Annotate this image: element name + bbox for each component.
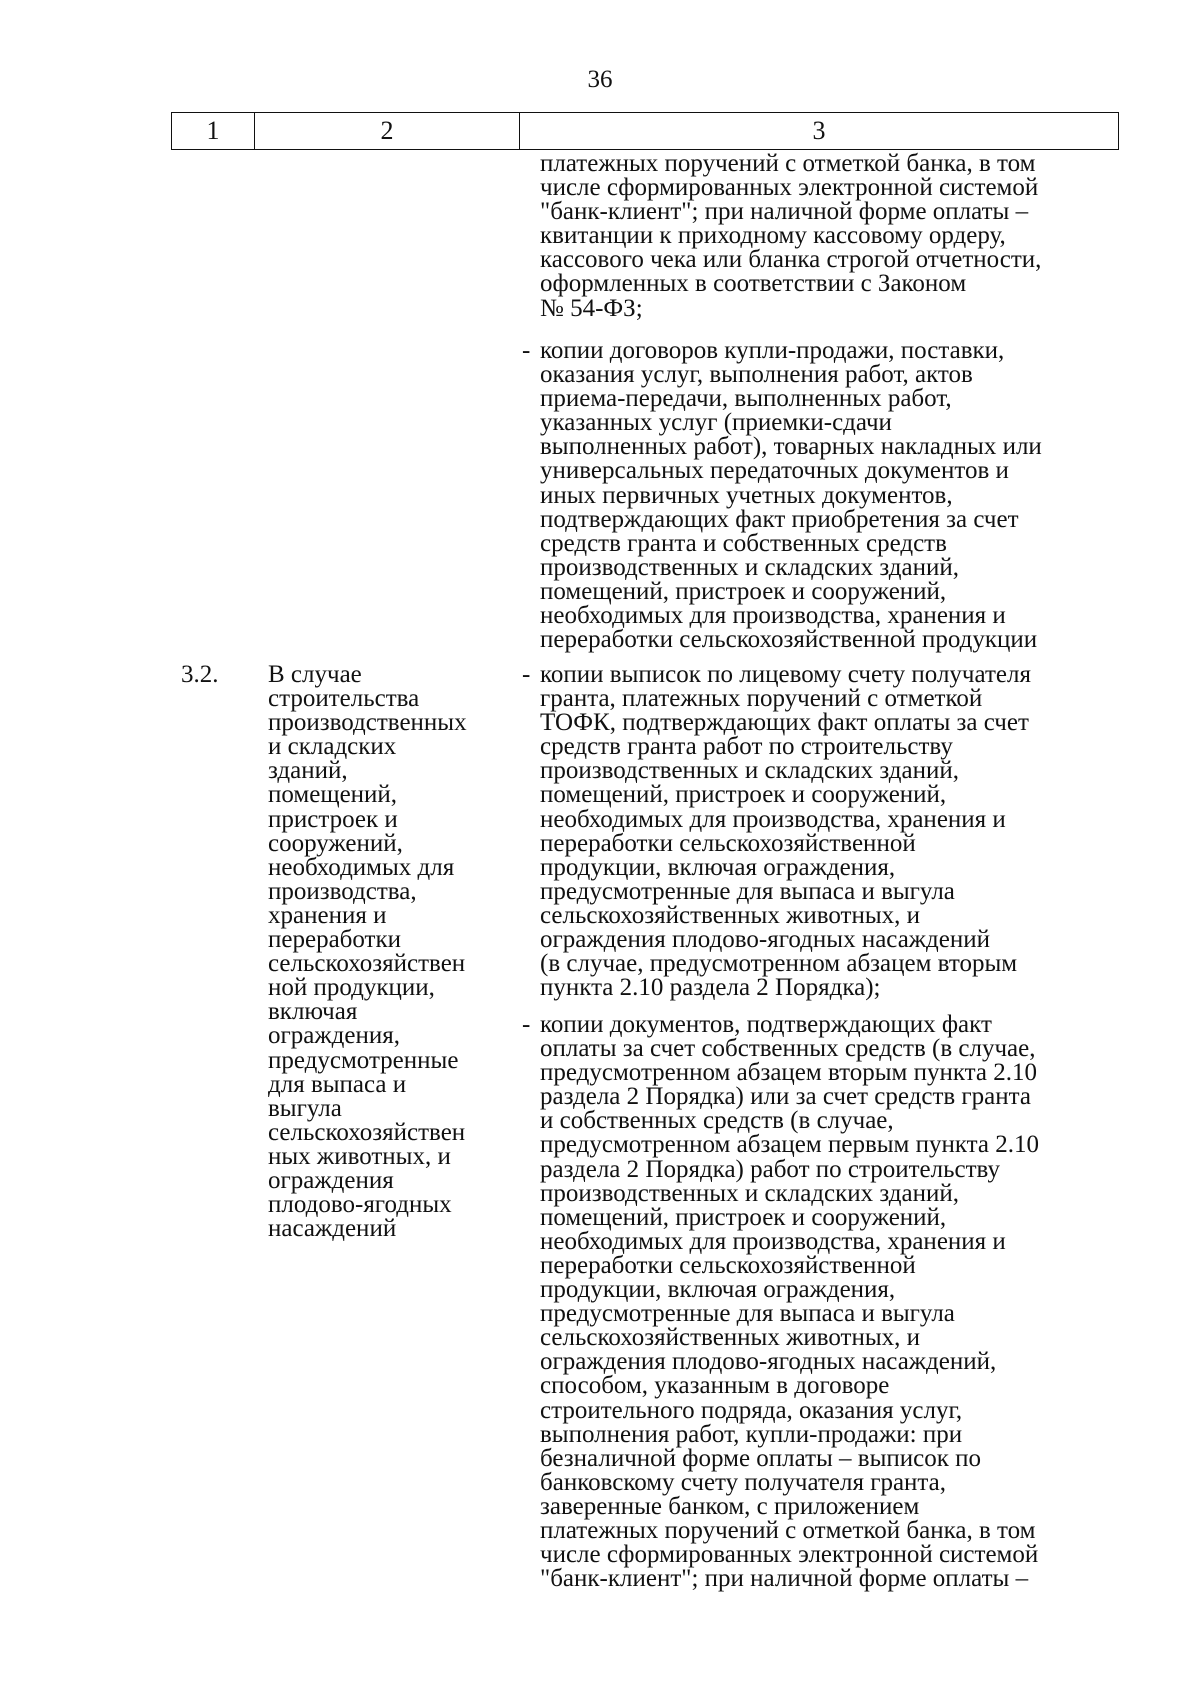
item-dash: - xyxy=(522,337,531,364)
item-text: копии выписок по лицевому счету получателя гранта, платежных поручений с отметкой ТОФК, подтверждающих факт оплаты за счет средств гранта работ по строительству производственных и складских зданий, помещений, пристроек и сооружений, необходимых для производства, хранения и переработки сельскохозяйственной продукции, включая ограждения, предусмотренные для выпаса и выгула сельскохозяйственных животных, и ограждения плодово-ягодных насаждений (в случае, предусмотренном абзацем вторым пункта 2.10 раздела 2 Порядка); xyxy=(540,661,1031,1002)
column-header-2: 2 xyxy=(255,113,520,150)
row-description: В случае строительства производственных и складских зданий, помещений, пристроек и сооружений, необходимых для производства, хранения и переработки сельскохозяйствен ной продукции, включая ограждения, предусмотренные для выпаса и выгула сельскохозяйствен ных животных, и ограждения плодово-ягодных насаждений xyxy=(268,661,467,1243)
column-header-3: 3 xyxy=(520,113,1119,150)
item-text: копии договоров купли-продажи, поставки, оказания услуг, выполнения работ, актов приема-передачи, выполненных работ, указанных услуг (приемки-сдачи выполненных работ), товарных накладных или универсальных передаточных документов и иных первичных учетных документов, подтверждающих факт приобретения за счет средств гранта и собственных средств производственных и складских зданий, помещений, пристроек и сооружений, необходимых для производства, хранения и переработки сельскохозяйственной продукции xyxy=(540,337,1042,654)
column-header-row xyxy=(172,113,1119,150)
column-header-1: 1 xyxy=(172,113,255,150)
page-number: 36 xyxy=(587,66,613,93)
column-header-table xyxy=(171,112,1119,150)
item-dash: - xyxy=(522,1011,531,1038)
continuation-text: платежных поручений с отметкой банка, в том числе сформированных электронной системой "банк-клиент"; при наличной форме оплаты – квитанции к приходному кассовому ордеру, кассового чека или бланка строгой отчетности, оформленных в соответствии с Законом № 54-ФЗ; xyxy=(540,150,1042,322)
item-dash: - xyxy=(522,661,531,688)
row-number: 3.2. xyxy=(181,661,219,688)
item-text: копии документов, подтверждающих факт оплаты за счет собственных средств (в случае, предусмотренном абзацем вторым пункта 2.10 раздела 2 Порядка) или за счет средств гранта и собственных средств (в случае, предусмотренном абзацем первым пункта 2.10 раздела 2 Порядка) работ по строительству производственных и складских зданий, помещений, пристроек и сооружений, необходимых для производства, хранения и переработки сельскохозяйственной продукции, включая ограждения, предусмотренные для выпаса и выгула сельскохозяйственных животных, и ограждения плодово-ягодных насаждений, способом, указанным в договоре строительного подряда, оказания услуг, выполнения работ, купли-продажи: при безналичной форме оплаты – выписок по банковскому счету получателя гранта, заверенные банком, с приложением платежных поручений с отметкой банка, в том числе сформированных электронной системой "банк-клиент"; при наличной форме оплаты – xyxy=(540,1011,1040,1593)
